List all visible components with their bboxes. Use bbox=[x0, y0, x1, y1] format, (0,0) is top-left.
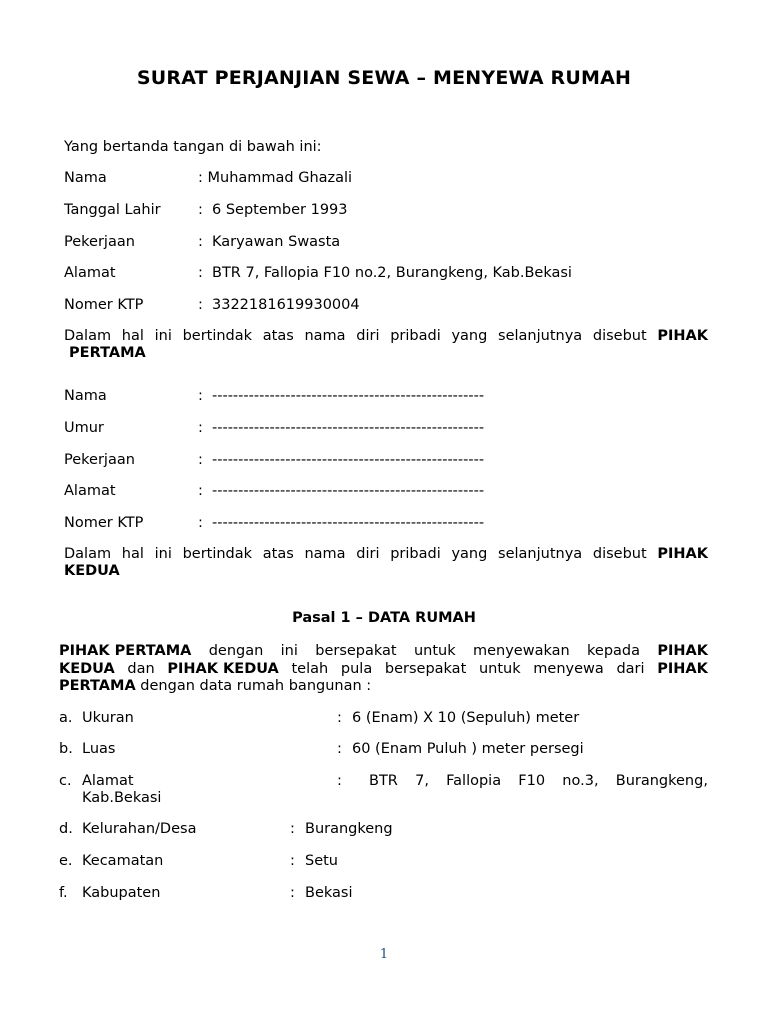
list-item-c-marker: c. bbox=[59, 773, 72, 789]
party2-statement-w7: diri bbox=[356, 546, 380, 562]
list-item-e-label: Kecamatan bbox=[82, 853, 164, 869]
party1-nama-label: Nama bbox=[64, 170, 107, 186]
pasal1-w-ini: ini bbox=[280, 643, 298, 659]
party2-statement-w9: yang bbox=[451, 546, 488, 562]
pasal1-w-kepada: kepada bbox=[587, 643, 640, 659]
pasal1-bold-pihak-pertama: PIHAK PERTAMA bbox=[59, 643, 192, 659]
pasal1-bold-pertama: PERTAMA bbox=[59, 678, 136, 694]
party2-umur-blank: ---------------------------------------------------- bbox=[212, 420, 485, 436]
pasal1-bold-pihak-2: PIHAK bbox=[657, 643, 708, 659]
pasal1-w-bersepakat2: bersepakat bbox=[384, 661, 467, 677]
list-item-b-marker: b. bbox=[59, 741, 73, 757]
page-number: 1 bbox=[379, 947, 389, 962]
list-item-e-colon: : bbox=[290, 853, 295, 869]
pasal1-para-line2 bbox=[59, 660, 708, 678]
party1-statement-w3: ini bbox=[154, 328, 172, 344]
list-item-b-value: 60 (Enam Puluh ) meter persegi bbox=[352, 741, 584, 757]
pasal1-w-telah: telah bbox=[291, 661, 329, 677]
pasal1-w-menyewakan: menyewakan bbox=[472, 643, 570, 659]
party2-alamat-blank: ---------------------------------------------------- bbox=[212, 483, 485, 499]
pasal1-w-dan: dan bbox=[127, 661, 155, 677]
party2-pekerjaan-blank: ---------------------------------------------------- bbox=[212, 452, 485, 468]
party1-pekerjaan-label: Pekerjaan bbox=[64, 234, 135, 250]
pasal1-w-dengan: dengan bbox=[208, 643, 264, 659]
party1-statement-w2: hal bbox=[121, 328, 144, 344]
party2-statement-w8: pribadi bbox=[390, 546, 441, 562]
list-item-b-label: Luas bbox=[82, 741, 116, 757]
list-item-c-w2: 7, bbox=[415, 773, 429, 789]
party1-statement-bold1: PIHAK bbox=[657, 328, 708, 344]
party1-nama-value: : Muhammad Ghazali bbox=[198, 170, 353, 186]
list-item-c-w6: Burangkeng, bbox=[615, 773, 708, 789]
list-item-d-label: Kelurahan/Desa bbox=[82, 821, 197, 837]
party2-alamat-label: Alamat bbox=[64, 483, 116, 499]
party2-statement-w2: hal bbox=[121, 546, 144, 562]
party2-statement-w1: Dalam bbox=[64, 546, 112, 562]
list-item-a-label: Ukuran bbox=[82, 710, 134, 726]
party1-ktp-colon: : bbox=[198, 297, 203, 313]
document-title: SURAT PERJANJIAN SEWA – MENYEWA RUMAH bbox=[136, 67, 632, 89]
list-item-a-colon: : bbox=[337, 710, 342, 726]
list-item-c-w3: Fallopia bbox=[446, 773, 502, 789]
list-item-a-marker: a. bbox=[59, 710, 73, 726]
party2-pekerjaan-label: Pekerjaan bbox=[64, 452, 135, 468]
party2-pekerjaan-colon: : bbox=[198, 452, 203, 468]
party1-tgl-colon: : bbox=[198, 202, 203, 218]
party1-statement-w6: nama bbox=[304, 328, 346, 344]
list-item-d-marker: d. bbox=[59, 821, 73, 837]
party1-statement-w10: selanjutnya bbox=[498, 328, 583, 344]
list-item-a-value: 6 (Enam) X 10 (Sepuluh) meter bbox=[352, 710, 580, 726]
list-item-b-colon: : bbox=[337, 741, 342, 757]
list-item-c-w1: BTR bbox=[369, 773, 398, 789]
party1-pekerjaan-colon: : bbox=[198, 234, 203, 250]
party1-statement-line1 bbox=[64, 327, 708, 345]
pasal1-para-line3 bbox=[59, 677, 371, 695]
party1-statement-w8: pribadi bbox=[390, 328, 441, 344]
party1-statement-w9: yang bbox=[451, 328, 488, 344]
list-item-f-marker: f. bbox=[59, 885, 68, 901]
party1-statement-w11: disebut bbox=[592, 328, 647, 344]
party2-statement-bold2: KEDUA bbox=[64, 563, 120, 579]
pasal1-w-untuk2: untuk bbox=[478, 661, 521, 677]
pasal1-bold-pihak-kedua: PIHAK KEDUA bbox=[167, 661, 279, 677]
intro-text: Yang bertanda tangan di bawah ini: bbox=[64, 139, 322, 155]
list-item-c-colon: : bbox=[337, 773, 342, 789]
pasal1-text-end: dengan data rumah bangunan : bbox=[135, 678, 372, 694]
party2-alamat-colon: : bbox=[198, 483, 203, 499]
list-item-f-label: Kabupaten bbox=[82, 885, 161, 901]
list-item-c-w5: no.3, bbox=[562, 773, 599, 789]
party1-alamat-value: BTR 7, Fallopia F10 no.2, Burangkeng, Kab.Bekasi bbox=[212, 265, 572, 281]
party1-alamat-label: Alamat bbox=[64, 265, 116, 281]
party1-tgl-value: 6 September 1993 bbox=[212, 202, 348, 218]
list-item-f-value: Bekasi bbox=[305, 885, 353, 901]
party2-statement-w6: nama bbox=[304, 546, 346, 562]
party1-ktp-value: 3322181619930004 bbox=[212, 297, 360, 313]
list-item-e-value: Setu bbox=[305, 853, 339, 869]
pasal1-w-bersepakat: bersepakat bbox=[315, 643, 397, 659]
party1-statement-w4: bertindak bbox=[182, 328, 253, 344]
pasal1-heading: Pasal 1 – DATA RUMAH bbox=[292, 610, 476, 626]
party2-ktp-colon: : bbox=[198, 515, 203, 531]
party2-statement-w5: atas bbox=[262, 546, 294, 562]
party2-statement-bold1: PIHAK bbox=[657, 546, 708, 562]
list-item-c-value-cont: Kab.Bekasi bbox=[82, 790, 162, 806]
party1-statement-w7: diri bbox=[356, 328, 380, 344]
list-item-c-w4: F10 bbox=[518, 773, 546, 789]
pasal1-bold-kedua: KEDUA bbox=[59, 661, 115, 677]
party2-nama-blank: ---------------------------------------------------- bbox=[212, 388, 485, 404]
party2-statement-w3: ini bbox=[154, 546, 172, 562]
party2-statement-line1 bbox=[64, 545, 708, 563]
party1-ktp-label: Nomer KTP bbox=[64, 297, 144, 313]
party1-statement-w5: atas bbox=[262, 328, 294, 344]
pasal1-w-untuk: untuk bbox=[413, 643, 456, 659]
party2-ktp-blank: ---------------------------------------------------- bbox=[212, 515, 485, 531]
list-item-c-label: Alamat bbox=[82, 773, 134, 789]
pasal1-bold-pihak-5: PIHAK bbox=[657, 661, 708, 677]
party2-umur-label: Umur bbox=[64, 420, 104, 436]
party2-statement-w10: selanjutnya bbox=[498, 546, 583, 562]
list-item-c-value bbox=[369, 772, 708, 790]
pasal1-w-pula: pula bbox=[340, 661, 373, 677]
party2-statement-w4: bertindak bbox=[182, 546, 253, 562]
list-item-e-marker: e. bbox=[59, 853, 73, 869]
party1-statement-bold2: PERTAMA bbox=[64, 345, 146, 361]
party2-nama-label: Nama bbox=[64, 388, 107, 404]
pasal1-w-dari: dari bbox=[616, 661, 645, 677]
party2-umur-colon: : bbox=[198, 420, 203, 436]
party1-statement-w1: Dalam bbox=[64, 328, 112, 344]
party2-statement-w11: disebut bbox=[592, 546, 647, 562]
list-item-d-colon: : bbox=[290, 821, 295, 837]
party2-nama-colon: : bbox=[198, 388, 203, 404]
party1-pekerjaan-value: Karyawan Swasta bbox=[212, 234, 341, 250]
list-item-d-value: Burangkeng bbox=[305, 821, 393, 837]
pasal1-para-line1 bbox=[59, 642, 708, 660]
party1-alamat-colon: : bbox=[198, 265, 203, 281]
party2-ktp-label: Nomer KTP bbox=[64, 515, 144, 531]
pasal1-w-menyewa: menyewa bbox=[533, 661, 604, 677]
party1-tgl-label: Tanggal Lahir bbox=[64, 202, 161, 218]
list-item-f-colon: : bbox=[290, 885, 295, 901]
